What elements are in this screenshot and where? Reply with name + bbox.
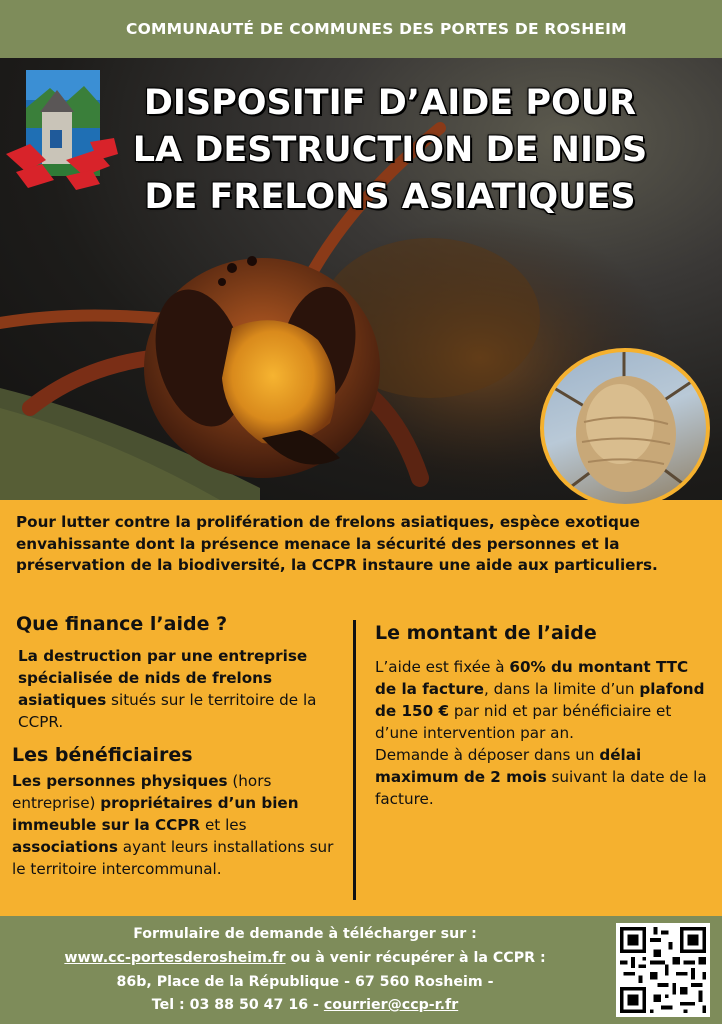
title-line: LA DESTRUCTION DE NIDS (132, 130, 648, 170)
title-line: DISPOSITIF D’AIDE POUR (143, 83, 637, 123)
header-bar (0, 0, 722, 58)
column-divider (353, 620, 356, 900)
montant-part: par nid et par bénéficiaire et d’une intervention par an. (375, 702, 672, 742)
montant-part: Demande à déposer dans un (375, 746, 600, 764)
footer-address: 86b, Place de la République - 67 560 Rosheim - (116, 974, 494, 990)
finance-heading: Que finance l’aide ? (16, 613, 228, 635)
beneficiaires-part: et les (200, 816, 247, 834)
website-link[interactable]: www.cc-portesderosheim.fr (64, 950, 286, 966)
montant-part: , dans la limite d’un (483, 680, 640, 698)
footer-line-2 (0, 950, 610, 966)
beneficiaires-text (12, 770, 348, 880)
nest-photo (540, 348, 710, 508)
email-link[interactable]: courrier@ccp-r.fr (323, 997, 459, 1013)
beneficiaires-part: associations (12, 838, 118, 856)
footer-line-1: Formulaire de demande à télécharger sur : (133, 926, 477, 942)
intro-text: Pour lutter contre la prolifération de frelons asiatiques, espèce exotique envahissante dont la présence menace la sécurité des personnes et la préservation de la biodiversité, la CCPR instaure une aide aux particuliers. (16, 513, 658, 574)
beneficiaires-part: ayant leurs installations sur le territoire intercommunal. (12, 838, 334, 878)
finance-bold: La destruction par une entreprise spécialisée de nids de frelons asiatiques (18, 647, 308, 709)
footer-line-2-rest: ou à venir récupérer à la CCPR : (285, 950, 546, 966)
finance-rest: situés sur le territoire de la CCPR. (18, 691, 317, 731)
montant-part: plafond de 150 € (375, 680, 705, 720)
beneficiaires-part: Les personnes physiques (12, 772, 228, 790)
montant-heading: Le montant de l’aide (375, 622, 597, 644)
footer-bar (0, 916, 722, 1024)
montant-part: suivant la date de la facture. (375, 768, 707, 808)
beneficiaires-part: propriétaires d’un bien immeuble sur la CCPR (12, 794, 299, 834)
qr-code-icon[interactable] (616, 923, 710, 1017)
footer-contact (0, 997, 610, 1013)
beneficiaires-part: (hors entreprise) (12, 772, 272, 812)
montant-text (375, 656, 707, 810)
beneficiaires-heading: Les bénéficiaires (12, 744, 193, 766)
montant-part: L’aide est fixée à (375, 658, 510, 676)
montant-part: délai maximum de 2 mois (375, 746, 642, 786)
telephone: Tel : 03 88 50 47 16 - (151, 997, 324, 1013)
montant-part: 60% du montant TTC de la facture (375, 658, 689, 698)
finance-text (18, 645, 348, 733)
title-line: DE FRELONS ASIATIQUES (144, 177, 636, 217)
organization-name: COMMUNAUTÉ DE COMMUNES DES PORTES DE ROSHEIM (126, 20, 627, 38)
main-title (100, 80, 680, 221)
